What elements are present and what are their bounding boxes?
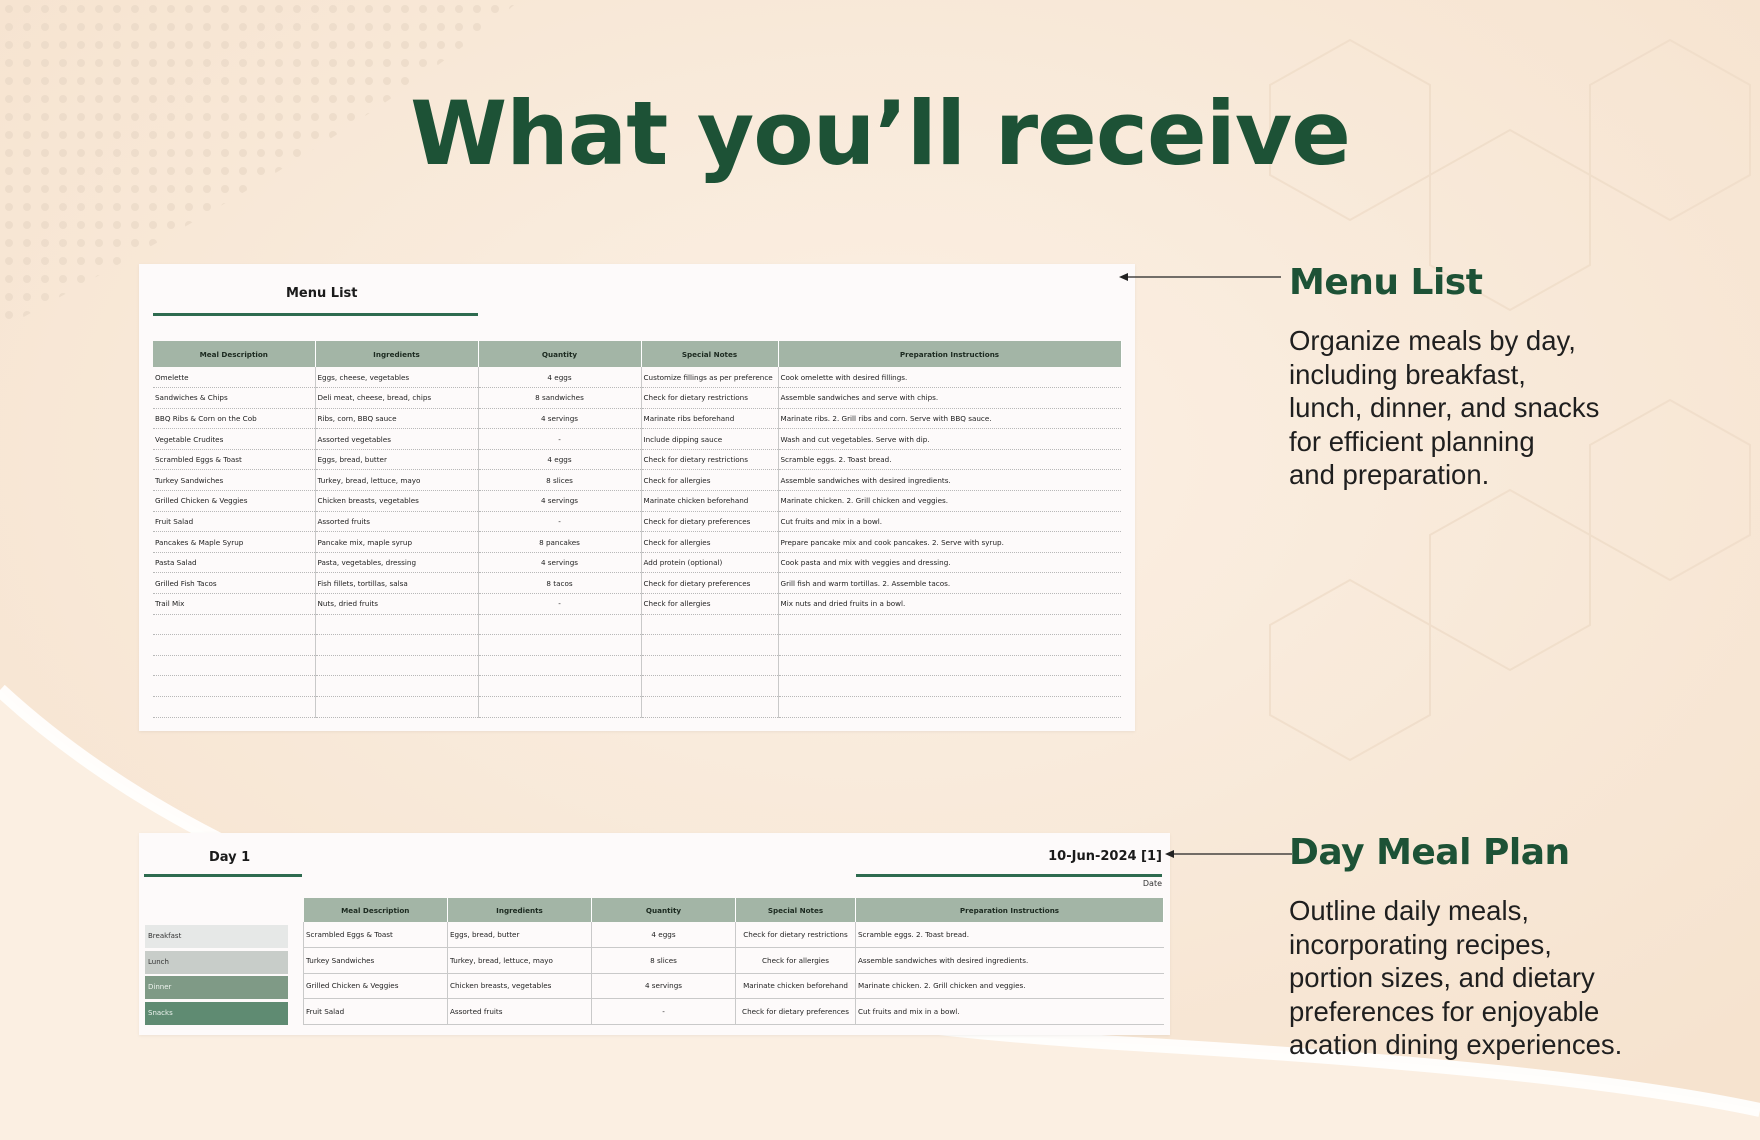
table-cell: Fruit Salad (304, 999, 448, 1025)
description-line: lunch, dinner, and snacks (1289, 392, 1600, 423)
table-cell: - (478, 429, 641, 450)
table-cell: Marinate chicken beforehand (736, 973, 856, 999)
table-cell: Check for dietary restrictions (736, 922, 856, 948)
table-cell: Cook omelette with desired fillings. (778, 367, 1121, 388)
table-cell (478, 676, 641, 697)
table-cell: Nuts, dried fruits (315, 594, 478, 615)
date-underline (856, 874, 1162, 877)
table-cell: Marinate chicken. 2. Grill chicken and veggies. (856, 973, 1164, 999)
description-line: Organize meals by day, (1289, 325, 1576, 356)
menu-list-description (1289, 324, 1649, 492)
table-row (153, 491, 1121, 512)
table-cell: Fish fillets, tortillas, salsa (315, 573, 478, 594)
table-cell: 4 eggs (478, 367, 641, 388)
table-cell (478, 635, 641, 656)
table-row (153, 573, 1121, 594)
sheet-title: Menu List (286, 286, 358, 301)
column-header: Preparation Instructions (856, 898, 1164, 922)
title-underline (144, 874, 302, 877)
day-plan-table (303, 898, 1164, 1025)
arrow-left-icon (1164, 847, 1294, 861)
table-cell: Turkey, bread, lettuce, mayo (448, 948, 592, 974)
description-line: preferences for enjoyable (1289, 995, 1600, 1027)
table-cell (641, 697, 778, 718)
table-cell: 4 servings (478, 552, 641, 573)
table-cell: Check for dietary preferences (641, 573, 778, 594)
menu-list-sheet (139, 264, 1135, 731)
table-cell: - (478, 594, 641, 615)
table-row (304, 973, 1164, 999)
table-row (153, 408, 1121, 429)
column-header: Meal Description (153, 341, 315, 367)
description-line: and preparation. (1289, 459, 1490, 490)
table-cell: Eggs, bread, butter (315, 449, 478, 470)
table-cell (153, 697, 315, 718)
table-cell: Scrambled Eggs & Toast (304, 922, 448, 948)
table-cell (478, 614, 641, 635)
table-cell: 8 sandwiches (478, 388, 641, 409)
table-cell: Cook pasta and mix with veggies and dressing. (778, 552, 1121, 573)
table-cell (641, 614, 778, 635)
table-cell: Scramble eggs. 2. Toast bread. (856, 922, 1164, 948)
column-header: Quantity (478, 341, 641, 367)
table-cell: Prepare pancake mix and cook pancakes. 2. Serve with syrup. (778, 532, 1121, 553)
table-cell: Wash and cut vegetables. Serve with dip. (778, 429, 1121, 450)
table-cell: Check for allergies (641, 470, 778, 491)
table-cell: Assorted fruits (315, 511, 478, 532)
description-line: for efficient planning (1289, 425, 1535, 457)
table-cell: Grilled Chicken & Veggies (304, 973, 448, 999)
date-label: Date (1142, 879, 1162, 888)
sheet-title: Day 1 (209, 850, 251, 865)
table-cell: Check for dietary restrictions (641, 449, 778, 470)
column-header: Ingredients (448, 898, 592, 922)
table-cell (153, 655, 315, 676)
table-cell (153, 635, 315, 656)
table-row (153, 614, 1121, 635)
menu-list-heading: Menu List (1289, 262, 1483, 303)
table-cell (641, 655, 778, 676)
table-cell: Assorted fruits (448, 999, 592, 1025)
table-cell: Marinate ribs beforehand (641, 408, 778, 429)
menu-list-table (153, 341, 1122, 718)
table-cell: BBQ Ribs & Corn on the Cob (153, 408, 315, 429)
table-row (153, 449, 1121, 470)
table-row (153, 697, 1121, 718)
table-row (153, 388, 1121, 409)
table-cell: Assemble sandwiches and serve with chips. (778, 388, 1121, 409)
table-cell (778, 697, 1121, 718)
table-cell (778, 614, 1121, 635)
table-cell: 4 servings (478, 491, 641, 512)
table-cell: 4 eggs (592, 922, 736, 948)
table-row (153, 532, 1121, 553)
table-cell: Include dipping sauce (641, 429, 778, 450)
table-cell (315, 676, 478, 697)
table-cell: Pasta Salad (153, 552, 315, 573)
table-cell: 8 slices (478, 470, 641, 491)
meal-label-breakfast: Breakfast (145, 925, 288, 948)
table-row (153, 367, 1121, 388)
table-row (153, 635, 1121, 656)
table-cell: Customize fillings as per preference (641, 367, 778, 388)
table-cell (315, 697, 478, 718)
meal-label-dinner: Dinner (145, 976, 288, 999)
table-cell: Cut fruits and mix in a bowl. (778, 511, 1121, 532)
table-row (153, 552, 1121, 573)
table-cell: Eggs, bread, butter (448, 922, 592, 948)
table-cell: 4 eggs (478, 449, 641, 470)
table-cell (778, 655, 1121, 676)
table-row (304, 999, 1164, 1025)
table-cell: Marinate chicken beforehand (641, 491, 778, 512)
table-header-row (304, 898, 1164, 922)
table-cell: Deli meat, cheese, bread, chips (315, 388, 478, 409)
table-row (153, 429, 1121, 450)
table-cell: Chicken breasts, vegetables (315, 491, 478, 512)
table-cell (778, 676, 1121, 697)
column-header: Ingredients (315, 341, 478, 367)
table-cell: Turkey Sandwiches (304, 948, 448, 974)
table-cell (153, 614, 315, 635)
table-cell: 8 tacos (478, 573, 641, 594)
table-cell: Vegetable Crudites (153, 429, 315, 450)
table-cell (315, 655, 478, 676)
table-row (153, 676, 1121, 697)
page-title: What you’ll receive (410, 82, 1350, 185)
table-cell: Assemble sandwiches with desired ingredients. (778, 470, 1121, 491)
column-header: Quantity (592, 898, 736, 922)
table-cell: Pancake mix, maple syrup (315, 532, 478, 553)
table-cell: Omelette (153, 367, 315, 388)
table-cell (778, 635, 1121, 656)
table-cell (641, 635, 778, 656)
table-cell: Check for dietary restrictions (641, 388, 778, 409)
table-cell: Eggs, cheese, vegetables (315, 367, 478, 388)
table-cell: Ribs, corn, BBQ sauce (315, 408, 478, 429)
table-cell: Fruit Salad (153, 511, 315, 532)
table-cell: Turkey Sandwiches (153, 470, 315, 491)
table-cell: - (592, 999, 736, 1025)
table-row (304, 922, 1164, 948)
table-cell: - (478, 511, 641, 532)
table-cell: Pancakes & Maple Syrup (153, 532, 315, 553)
arrow-left-icon (1118, 270, 1283, 284)
table-row (153, 470, 1121, 491)
day-plan-sheet (139, 833, 1170, 1035)
table-cell: Assorted vegetables (315, 429, 478, 450)
table-cell: Cut fruits and mix in a bowl. (856, 999, 1164, 1025)
column-header: Special Notes (641, 341, 778, 367)
day-meal-plan-heading: Day Meal Plan (1289, 832, 1570, 873)
table-cell: Marinate chicken. 2. Grill chicken and veggies. (778, 491, 1121, 512)
table-cell: 4 servings (478, 408, 641, 429)
table-cell: Mix nuts and dried fruits in a bowl. (778, 594, 1121, 615)
meal-labels (145, 925, 288, 1027)
description-line: including breakfast, (1289, 358, 1526, 390)
table-cell: Add protein (optional) (641, 552, 778, 573)
date-value: 10-Jun-2024 [1] (1048, 849, 1162, 864)
table-row (153, 511, 1121, 532)
table-cell: Check for allergies (641, 532, 778, 553)
table-cell: Pasta, vegetables, dressing (315, 552, 478, 573)
column-header: Preparation Instructions (778, 341, 1121, 367)
table-cell: 8 slices (592, 948, 736, 974)
table-cell (641, 676, 778, 697)
table-cell: Turkey, bread, lettuce, mayo (315, 470, 478, 491)
table-cell: Check for allergies (641, 594, 778, 615)
table-header-row (153, 341, 1121, 367)
description-line: incorporating recipes, (1289, 928, 1552, 960)
table-cell (315, 614, 478, 635)
column-header: Special Notes (736, 898, 856, 922)
table-row (304, 948, 1164, 974)
table-cell: Check for dietary preferences (641, 511, 778, 532)
table-cell: Assemble sandwiches with desired ingredients. (856, 948, 1164, 974)
meal-label-snacks: Snacks (145, 1002, 288, 1025)
table-cell: 8 pancakes (478, 532, 641, 553)
table-row (153, 594, 1121, 615)
table-row (153, 655, 1121, 676)
description-line: Outline daily meals, (1289, 895, 1529, 926)
table-cell: Check for allergies (736, 948, 856, 974)
table-cell: Trail Mix (153, 594, 315, 615)
meal-label-lunch: Lunch (145, 951, 288, 974)
table-cell (478, 697, 641, 718)
table-cell: Scrambled Eggs & Toast (153, 449, 315, 470)
table-cell: 4 servings (592, 973, 736, 999)
table-cell: Scramble eggs. 2. Toast bread. (778, 449, 1121, 470)
table-cell: Chicken breasts, vegetables (448, 973, 592, 999)
table-cell (153, 676, 315, 697)
description-line: acation dining experiences. (1289, 1029, 1623, 1060)
description-line: portion sizes, and dietary (1289, 962, 1595, 993)
title-underline (153, 313, 478, 316)
table-cell: Grilled Chicken & Veggies (153, 491, 315, 512)
table-cell: Marinate ribs. 2. Grill ribs and corn. Serve with BBQ sauce. (778, 408, 1121, 429)
table-cell: Check for dietary preferences (736, 999, 856, 1025)
table-cell: Grilled Fish Tacos (153, 573, 315, 594)
column-header: Meal Description (304, 898, 448, 922)
day-meal-plan-description (1289, 894, 1689, 1062)
table-cell: Sandwiches & Chips (153, 388, 315, 409)
table-cell (478, 655, 641, 676)
table-cell (315, 635, 478, 656)
table-cell: Grill fish and warm tortillas. 2. Assemble tacos. (778, 573, 1121, 594)
